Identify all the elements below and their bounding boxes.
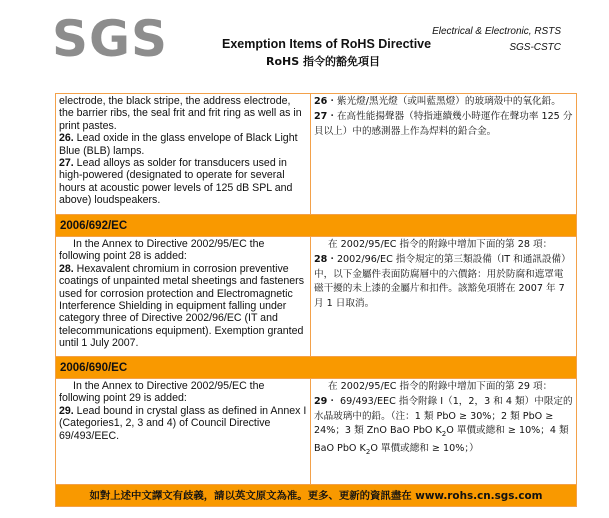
item-number: 26.: [59, 132, 74, 145]
item-26-en: [59, 132, 307, 157]
item-28-zh: [314, 253, 573, 312]
english-cell: [56, 379, 311, 484]
footer-text: 如對上述中文譯文有歧義，請以英文原文為准。更多、更新的資訊盡在 www.rohs.cn.sgs.com: [89, 490, 543, 502]
footer-note: [56, 484, 576, 506]
item-29-en: [59, 405, 307, 442]
chinese-cell: [311, 94, 576, 214]
sgs-logo: SGS: [52, 10, 169, 68]
item-27-en: [59, 157, 307, 207]
english-cell: [56, 94, 311, 214]
header-meta: [432, 24, 561, 56]
chinese-cell: [311, 237, 576, 356]
page-title-en: Exemption Items of RoHS Directive: [222, 37, 432, 51]
page-title-zh: RoHS 指令的豁免項目: [266, 55, 380, 68]
item-text: ・紫光燈/黑光燈（或叫藍黑燈）的玻璃殼中的氧化鉛。: [327, 96, 561, 107]
english-intro: In the Annex to Directive 2002/95/EC the following point 29 is added:: [59, 380, 265, 405]
item-27-zh: [314, 110, 573, 140]
item-number: 28.: [59, 262, 74, 275]
chinese-intro: 在 2002/95/EC 指令的附錄中增加下面的第 28 項：: [328, 239, 553, 250]
chinese-cell: [311, 379, 576, 484]
item-text: Lead oxide in the glass envelope of Black Light Blue (BLB) lamps.: [59, 132, 298, 157]
english-cell: [56, 237, 311, 356]
item-text: ・2002/96/EC 指令規定的第三類設備（IT 和通訊設備）中，以下金屬件表面防腐層中的六價鉻：用於防腐和遮罩電磁干擾的未上漆的金屬片和扣件。該豁免項將在 2007 年 7 月 1 日取消。: [314, 253, 571, 310]
section-header: 2006/690/EC: [56, 356, 576, 378]
item-text: Lead alloys as solder for transducers used in high-powered (designated to operate for several hours at acoustic power levels of 125 dB SPL and above) loudspeakers.: [59, 157, 293, 207]
item-number: 26: [314, 96, 328, 107]
item-number: 29.: [59, 404, 74, 417]
subscript: 2: [365, 448, 371, 456]
english-intro: In the Annex to Directive 2002/95/EC the following point 28 is added:: [59, 238, 265, 263]
english-text: electrode, the black stripe, the address electrode, the barrier ribs, the seal frit and frit ring as well as in print pastes.: [59, 95, 302, 132]
item-number: 28: [314, 253, 328, 265]
subscript: 2: [441, 430, 447, 439]
chinese-intro: 在 2002/95/EC 指令的附錄中增加下面的第 29 項：: [328, 381, 553, 392]
table-row: [56, 94, 576, 214]
item-text: O 單價或總和 ≥ 10%；4 類 BaO PbO K: [314, 425, 569, 455]
item-number: 27.: [59, 157, 74, 170]
item-28-en: [59, 263, 307, 350]
header-category: Electrical & Electronic, RSTS: [432, 26, 561, 37]
section-header: 2006/692/EC: [56, 214, 576, 236]
exemption-table: [55, 93, 577, 507]
item-26-zh: [314, 95, 573, 110]
table-row: [56, 378, 576, 484]
item-number: 27: [314, 110, 328, 122]
item-text: Lead bound in crystal glass as defined in Annex I (Categories1, 2, 3 and 4) of Council Directive 69/493/EEC.: [59, 404, 307, 442]
item-text: Hexavalent chromium in corrosion preventive coatings of unpainted metal sheetings and fasteners used for corrosion protection and Electromagnetic Interference Shielding in equipment falling under category three of Directive 2002/96/EC (IT and telecommunications equipment). Exemption granted until 1 July 2007.: [59, 262, 304, 350]
table-row: [56, 236, 576, 356]
item-number: 29: [314, 395, 328, 407]
item-text: ・在高性能揚聲器（特指連續幾小時運作在聲功率 125 分貝以上）中的感測器上作為焊料的鉛合金。: [314, 110, 573, 137]
item-29-zh: [314, 395, 573, 460]
item-text: ・ 69/493/EEC 指令附錄 I（1，2，3 和 4 類）中限定的水晶玻璃中的鉛。（注：1 類 PbO ≥ 30%；2 類 PbO ≥ 24%；3 類 ZnO BaO PbO K: [314, 395, 573, 437]
item-text: O 單價或總和 ≥ 10%；）: [370, 443, 479, 455]
header-office: SGS-CSTC: [509, 42, 561, 53]
